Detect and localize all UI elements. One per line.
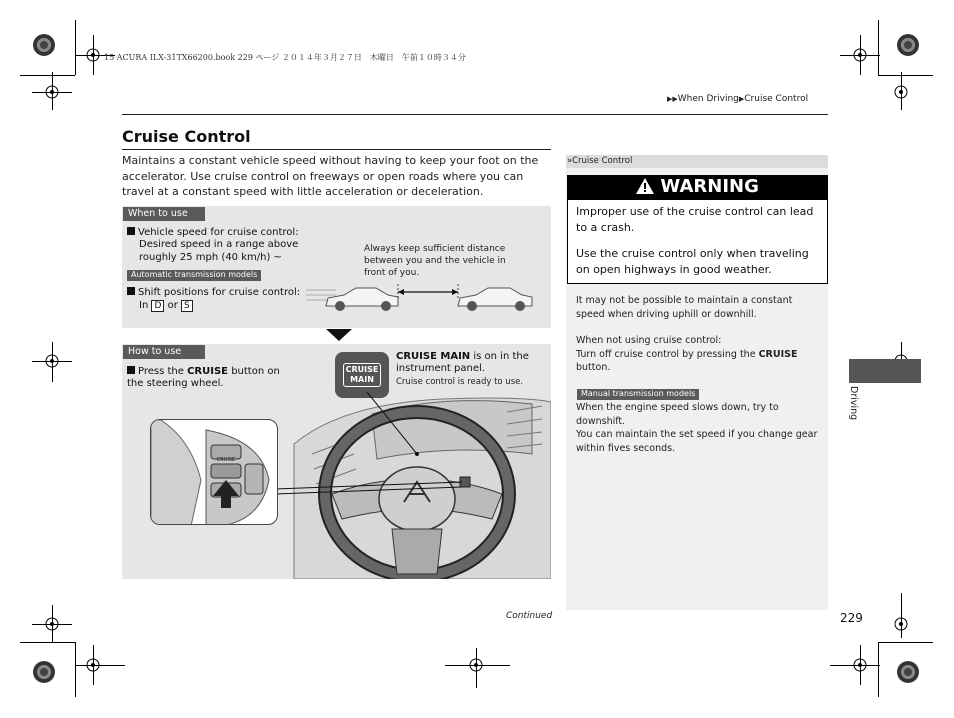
cruise-button-closeup	[150, 419, 278, 525]
sidebar-note-uphill: It may not be possible to maintain a constant speed when driving uphill or downhill.	[576, 295, 793, 320]
crosshair-icon	[849, 44, 871, 66]
crosshair-icon	[82, 44, 104, 66]
registration-rosette-icon	[897, 34, 919, 56]
driving-section-tab[interactable]	[849, 359, 921, 383]
distance-note: Always keep sufficient distance between you and the vehicle in front of you.	[364, 244, 506, 278]
sidebar-arrows-icon: »	[567, 156, 573, 166]
breadcrumb-section[interactable]: When Driving	[677, 94, 739, 104]
speed-line-2: Desired speed in a range above	[139, 239, 299, 251]
press-text: Press the	[138, 366, 188, 377]
page-title: Cruise Control	[122, 127, 251, 146]
badge-line-2: MAIN	[350, 375, 374, 384]
breadcrumb-arrows-icon: ▶▶	[667, 95, 678, 103]
intro-paragraph: Maintains a constant vehicle speed without having to keep your foot on the accelerator. Use cruise control on freeways or open roads where you can travel at a constant speed with little acceleration or deceleration.	[122, 154, 539, 198]
warning-text-1: Improper use of the cruise control can lead to a crash.	[576, 205, 814, 234]
speed-line-3: roughly 25 mph (40 km/h) ~	[139, 251, 282, 263]
crosshair-icon	[849, 654, 871, 676]
rear-car-icon	[326, 288, 398, 311]
distance-arrow-icon	[398, 284, 458, 298]
registration-rosette-icon	[33, 34, 55, 56]
crosshair-icon	[41, 613, 63, 635]
gear-s-key: S	[181, 300, 193, 312]
following-distance-illustration	[306, 280, 546, 314]
shift-requirement	[127, 287, 327, 313]
ready-note: Cruise control is ready to use.	[396, 377, 524, 387]
crosshair-icon	[41, 350, 63, 372]
how-to-use-panel	[122, 344, 551, 579]
speed-requirement	[127, 227, 317, 264]
bullet-square-icon	[127, 366, 135, 374]
breadcrumb[interactable]	[667, 94, 808, 104]
gear-d-key: D	[151, 300, 164, 312]
front-car-icon	[458, 288, 532, 311]
turn-off-line-1: When not using cruise control:	[576, 335, 722, 346]
continued-label: Continued	[506, 611, 553, 621]
sidebar-heading[interactable]	[567, 156, 632, 166]
crosshair-icon	[890, 81, 912, 103]
closeup-cruise-label: CRUISE	[216, 457, 236, 463]
turn-off-cruise-bold: CRUISE	[758, 348, 798, 360]
crosshair-icon	[41, 81, 63, 103]
how-to-use-tag: How to use	[123, 345, 205, 359]
sidebar-note-turn-off	[576, 334, 822, 375]
speed-line-1: Vehicle speed for cruise control:	[138, 227, 299, 238]
bullet-square-icon	[127, 227, 135, 235]
button-panel-illustration	[151, 420, 278, 525]
cruise-main-note	[396, 351, 546, 376]
cruise-bold: CRUISE	[187, 366, 229, 377]
turn-off-end: button.	[576, 362, 611, 373]
warning-text-2: Use the cruise control only when traveling on open highways in good weather.	[576, 247, 809, 276]
breadcrumb-separator-icon: ▶	[738, 95, 745, 103]
crosshair-icon	[82, 654, 104, 676]
manual-transmission-tag: Manual transmission models	[577, 389, 699, 400]
down-arrow-icon	[326, 329, 352, 341]
shift-or-label: or	[167, 300, 178, 312]
warning-triangle-icon	[636, 177, 654, 201]
badge-line-1: CRUISE	[345, 365, 379, 374]
shift-line-2	[127, 300, 327, 312]
when-to-use-tag: When to use	[123, 207, 205, 221]
crosshair-icon	[890, 613, 912, 635]
page-number: 229	[840, 611, 863, 625]
bullet-square-icon	[127, 287, 135, 295]
driving-tab-label[interactable]: Driving	[848, 386, 859, 421]
registration-rosette-icon	[33, 661, 55, 683]
title-rule	[122, 149, 551, 150]
warning-title: WARNING	[660, 176, 759, 197]
crosshair-icon	[465, 654, 487, 676]
warning-header	[567, 175, 828, 199]
sidebar-note-gear-change: You can maintain the set speed if you change gear within fives seconds.	[576, 429, 818, 454]
sidebar-note-downshift: When the engine speed slows down, try to downshift.	[576, 402, 779, 427]
cruise-main-bold: CRUISE MAIN	[396, 351, 471, 362]
turn-off-line-2: Turn off cruise control by pressing the	[576, 348, 759, 360]
shift-in-label: In	[139, 300, 149, 312]
shift-line-1: Shift positions for cruise control:	[138, 287, 301, 298]
warning-box	[567, 199, 828, 284]
registration-rosette-icon	[897, 661, 919, 683]
press-rest-text: button on the steering wheel.	[127, 366, 280, 390]
when-to-use-panel	[122, 206, 551, 328]
is-on-text: is on in the instrument panel.	[396, 351, 529, 375]
print-header: 15 ACURA ILX-31TX66200.book 229 ページ ２０１４年３月２７日 木曜日 午前１０時３４分	[104, 53, 466, 62]
auto-transmission-tag: Automatic transmission models	[127, 270, 261, 281]
header-rule	[122, 114, 828, 115]
breadcrumb-page[interactable]: Cruise Control	[744, 94, 809, 104]
sidebar-heading-text[interactable]: Cruise Control	[572, 156, 633, 166]
